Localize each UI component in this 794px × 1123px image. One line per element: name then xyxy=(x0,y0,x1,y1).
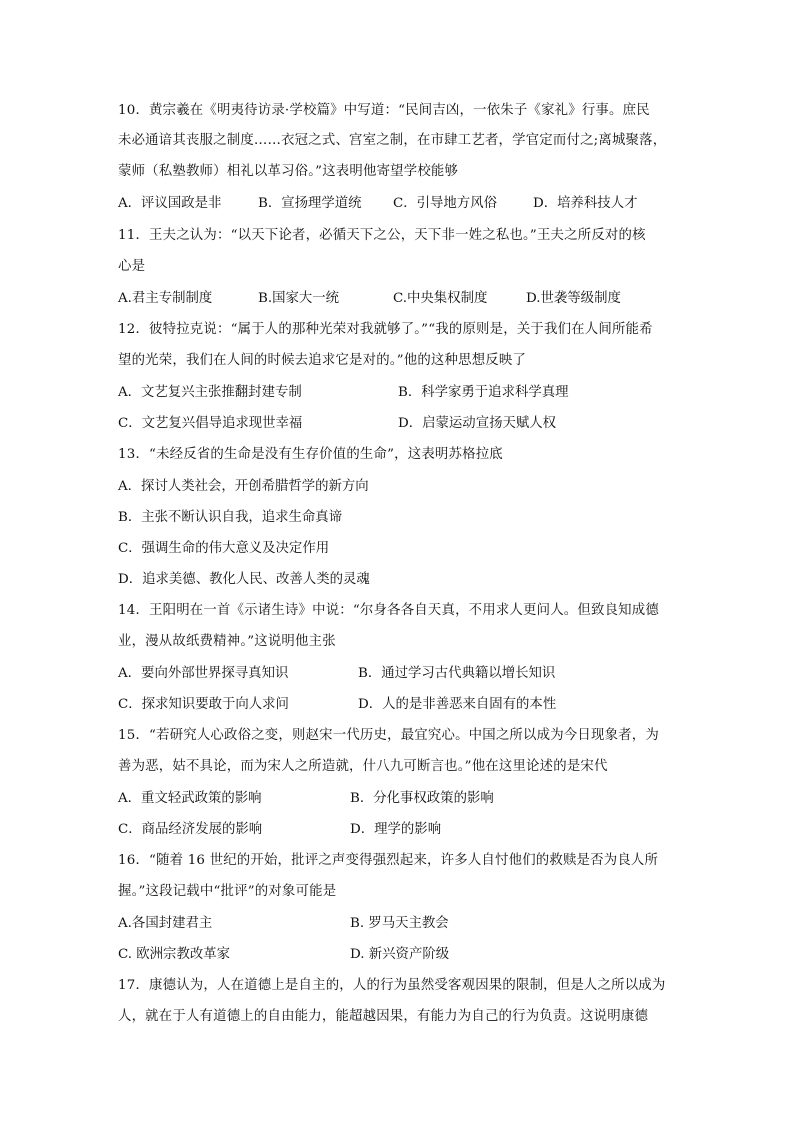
question-16-option-c: C. 欧洲宗教改革家 xyxy=(118,947,231,962)
question-10-option-c: C．引导地方风俗 xyxy=(393,196,497,211)
question-16-stem-line-2: 握。”这段记载中“批评”的对象可能是 xyxy=(118,884,337,899)
question-14-option-a: A．要向外部世界探寻真知识 xyxy=(118,666,289,681)
question-15-option-b: B．分化事权政策的影响 xyxy=(350,791,494,806)
question-16-stem-line-1: 16．“随着 16 世纪的开始，批评之声变得强烈起来，许多人自忖他们的救赎是否为良人所 xyxy=(118,853,659,868)
question-14-stem-line-1: 14．王阳明在一首《示诸生诗》中说：“尔身各各自天真，不用求人更问人。但致良知成德 xyxy=(118,603,659,618)
question-15-option-a: A．重文轻武政策的影响 xyxy=(118,791,262,806)
question-16-option-a: A.各国封建君主 xyxy=(118,916,213,931)
question-12-option-b: B．科学家勇于追求科学真理 xyxy=(398,385,569,400)
question-11-option-a: A.君主专制制度 xyxy=(118,291,213,306)
question-14-option-d: D．人的是非善恶来自固有的本性 xyxy=(358,697,557,712)
question-10-option-d: D．培养科技人才 xyxy=(533,196,638,211)
question-14-stem-line-2: 业，漫从故纸费精神。”这说明他主张 xyxy=(118,634,336,649)
question-15-option-d: D．理学的影响 xyxy=(350,822,442,837)
question-10-stem-line-2: 未必通谙其丧服之制度……衣冠之式、宫室之制，在市肆工艺者，学官定而付之;离城聚落， xyxy=(118,133,667,148)
question-11-option-d: D.世袭等级制度 xyxy=(526,291,621,306)
question-13-option-b: B．主张不断认识自我，追求生命真谛 xyxy=(118,510,343,525)
question-13-option-d: D．追求美德、教化人民、改善人类的灵魂 xyxy=(118,572,370,587)
question-17-stem-line-1: 17．康德认为，人在道德上是自主的，人的行为虽然受客观因果的限制，但是人之所以成为 xyxy=(118,978,666,993)
question-10-option-a: A．评议国政是非 xyxy=(118,196,222,211)
question-16-option-b: B. 罗马天主教会 xyxy=(350,916,449,931)
question-11-stem-line-1: 11．王夫之认为：“以天下论者，必循天下之公，天下非一姓之私也。”王夫之所反对的核 xyxy=(118,228,646,243)
question-12-option-a: A．文艺复兴主张推翻封建专制 xyxy=(118,385,302,400)
question-15-option-c: C．商品经济发展的影响 xyxy=(118,822,263,837)
question-11-option-c: C.中央集权制度 xyxy=(393,291,488,306)
question-14-option-c: C．探求知识要敢于向人求问 xyxy=(118,697,289,712)
question-13-option-a: A．探讨人类社会，开创希腊哲学的新方向 xyxy=(118,479,369,494)
question-11-option-b: B.国家大一统 xyxy=(258,291,340,306)
question-13-stem-line-1: 13．“未经反省的生命是没有生存价值的生命”，这表明苏格拉底 xyxy=(118,447,503,462)
question-10-stem-line-1: 10．黄宗羲在《明夷待访录·学校篇》中写道：“民间吉凶，一依朱子《家礼》行事。庶民 xyxy=(118,103,650,118)
question-10-option-b: B．宣扬理学道统 xyxy=(258,196,362,211)
question-12-stem-line-1: 12．彼特拉克说：“属于人的那种光荣对我就够了。”“我的原则是，关于我们在人间所能希 xyxy=(118,322,653,337)
question-16-option-d: D. 新兴资产阶级 xyxy=(350,947,450,962)
question-15-stem-line-2: 善为恶，姑不具论，而为宋人之所造就，什八九可断言也。”他在这里论述的是宋代 xyxy=(118,759,608,774)
question-15-stem-line-1: 15．“若研究人心政俗之变，则赵宋一代历史，最宜究心。中国之所以成为今日现象者，为 xyxy=(118,728,659,743)
question-17-stem-line-2: 人，就在于人有道德上的自由能力，能超越因果，有能力为自己的行为负责。这说明康德 xyxy=(118,1009,649,1024)
question-13-option-c: C．强调生命的伟大意义及决定作用 xyxy=(118,541,330,556)
question-12-option-c: C．文艺复兴倡导追求现世幸福 xyxy=(118,416,303,431)
question-12-stem-line-2: 望的光荣，我们在人间的时候去追求它是对的。”他的这种思想反映了 xyxy=(118,353,527,368)
question-12-option-d: D．启蒙运动宣扬天赋人权 xyxy=(398,416,557,431)
question-14-option-b: B．通过学习古代典籍以增长知识 xyxy=(358,666,556,681)
question-10-stem-line-3: 蒙师（私塾教师）相礼以革习俗。”这表明他寄望学校能够 xyxy=(118,164,459,179)
question-11-stem-line-2: 心是 xyxy=(118,259,146,274)
